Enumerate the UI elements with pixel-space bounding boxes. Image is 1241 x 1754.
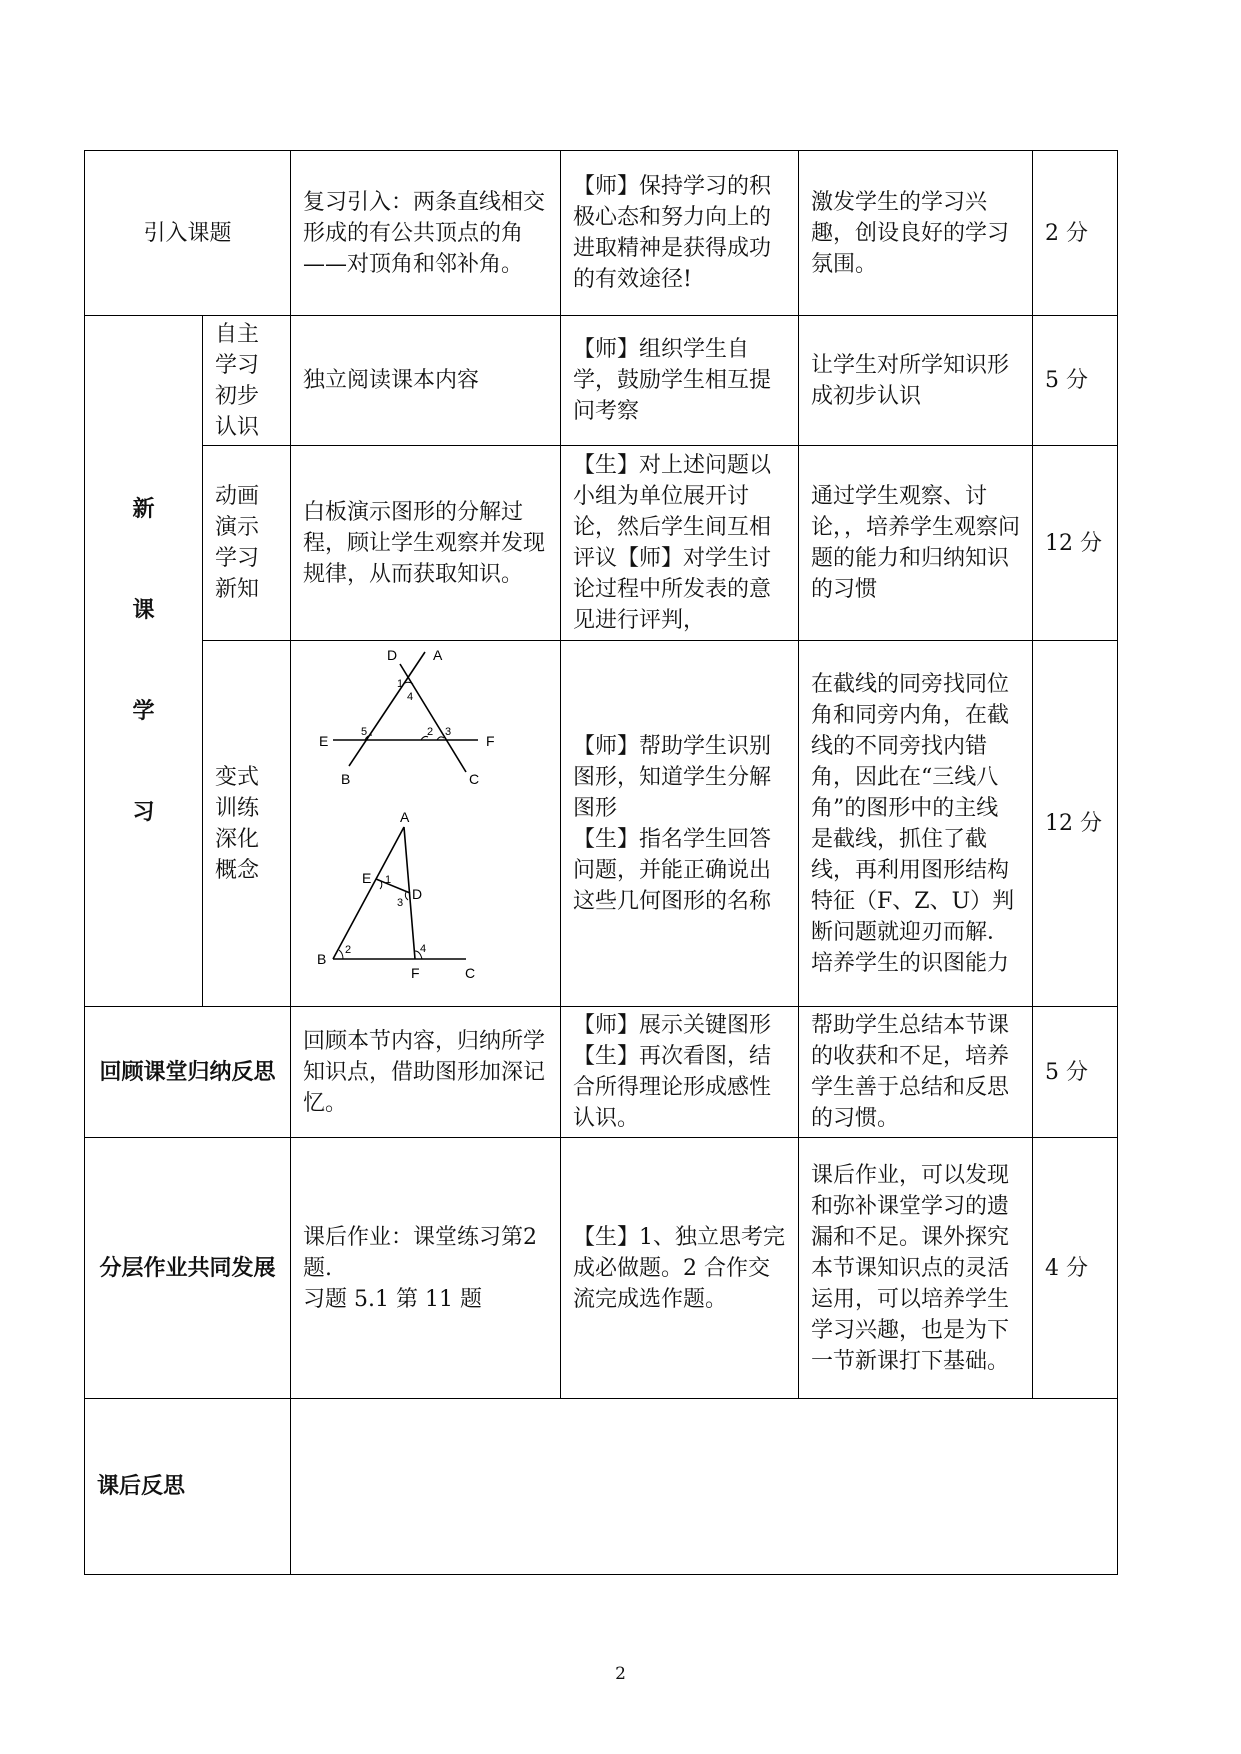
variant-activity xyxy=(561,641,799,1007)
fig1-point-a: A xyxy=(433,647,443,663)
self-study-time: 5 分 xyxy=(1033,316,1118,446)
homework-activity: 【生】1、独立思考完成必做题。2 合作交流完成选作题。 xyxy=(561,1138,799,1399)
variant-time: 12 分 xyxy=(1033,641,1118,1007)
fig1-point-c: C xyxy=(469,771,480,787)
section-char: 新 xyxy=(132,497,155,522)
new-lesson-section-label xyxy=(85,316,203,1007)
fig2-point-c: C xyxy=(465,965,476,981)
self-study-stage: 自主学习初步认识 xyxy=(203,316,291,446)
fig1-point-e: E xyxy=(319,733,329,749)
line-ab xyxy=(349,652,425,766)
review-activity: 【师】展示关键图形【生】再次看图，结合所得理论形成感性认识。 xyxy=(561,1007,799,1138)
page-number: 2 xyxy=(615,1664,626,1684)
review-stage: 回顾课堂归纳反思 xyxy=(85,1007,291,1138)
fig2-point-f: F xyxy=(411,965,420,981)
intro-stage: 引入课题 xyxy=(85,151,291,316)
homework-row xyxy=(85,1138,1118,1399)
variant-intent: 在截线的同旁找同位角和同旁内角，在截线的不同旁找内错角，因此在“三线八角”的图形中的主线是截线，抓住了截线，再利用图形结构特征（F、Z、U）判断问题就迎刃而解．培养学生的识图能力 xyxy=(799,641,1033,1007)
lesson-plan-table xyxy=(84,150,1118,1575)
section-char: 学 xyxy=(132,699,155,724)
fig1-angle-1: 1 xyxy=(397,678,404,690)
fig1-point-f: F xyxy=(486,733,495,749)
homework-time: 4 分 xyxy=(1033,1138,1118,1399)
fig2-point-b: B xyxy=(317,951,327,967)
review-time: 5 分 xyxy=(1033,1007,1118,1138)
fig1-angle-2: 2 xyxy=(427,726,434,738)
animation-content: 白板演示图形的分解过程，顾让学生观察并发现规律，从而获取知识。 xyxy=(291,446,561,641)
homework-content xyxy=(291,1138,561,1399)
homework-content-line-1: 课后作业：课堂练习第2 题. xyxy=(303,1224,538,1281)
self-study-intent: 让学生对所学知识形成初步认识 xyxy=(799,316,1033,446)
fig1-angle-4: 4 xyxy=(407,691,414,703)
intro-content: 复习引入：两条直线相交形成的有公共顶点的角——对顶角和邻补角。 xyxy=(291,151,561,316)
fig2-angle-3: 3 xyxy=(397,897,404,909)
review-content: 回顾本节内容，归纳所学知识点，借助图形加深记忆。 xyxy=(291,1007,561,1138)
fig1-angle-5: 5 xyxy=(361,726,368,738)
homework-intent: 课后作业，可以发现和弥补课堂学习的遗漏和不足。课外探究本节课知识点的灵活运用，可以培养学生学习兴趣，也是为下一节新课打下基础。 xyxy=(799,1138,1033,1399)
reflection-stage: 课后反思 xyxy=(85,1399,291,1575)
fig2-point-a: A xyxy=(400,809,410,825)
intro-time: 2 分 xyxy=(1033,151,1118,316)
homework-content-line-2: 习题 5.1 第 11 题 xyxy=(303,1286,482,1312)
line-dc xyxy=(400,664,466,772)
intro-intent: 激发学生的学习兴趣，创设良好的学习氛围。 xyxy=(799,151,1033,316)
fig1-angle-3: 3 xyxy=(445,726,452,738)
intro-activity: 【师】保持学习的积极心态和努力向上的进取精神是获得成功的有效途径! xyxy=(561,151,799,316)
fig2-point-d: D xyxy=(412,886,423,902)
fig2-angle-1: 1 xyxy=(385,874,392,886)
reflection-content[interactable] xyxy=(291,1399,1118,1575)
self-study-content: 独立阅读课本内容 xyxy=(291,316,561,446)
variant-stage: 变式训练深化概念 xyxy=(203,641,291,1007)
section-char: 课 xyxy=(132,598,155,623)
self-study-row xyxy=(85,316,1118,446)
fig1-point-d: D xyxy=(387,647,398,663)
animation-time: 12 分 xyxy=(1033,446,1118,641)
reflection-row xyxy=(85,1399,1118,1575)
variant-training-row xyxy=(85,641,1118,1007)
animation-row xyxy=(85,446,1118,641)
figure-2-lines xyxy=(333,827,466,959)
fig2-angle-4: 4 xyxy=(420,943,427,955)
self-study-activity: 【师】组织学生自学，鼓励学生相互提问考察 xyxy=(561,316,799,446)
review-intent: 帮助学生总结本节课的收获和不足，培养学生善于总结和反思的习惯。 xyxy=(799,1007,1033,1138)
homework-stage: 分层作业共同发展 xyxy=(85,1138,291,1399)
line-ab-2 xyxy=(333,827,404,959)
geometry-figures-svg xyxy=(303,641,571,997)
fig2-point-e: E xyxy=(362,870,372,886)
variant-activity-student: 【生】指名学生回答问题，并能正确说出这些几何图形的名称 xyxy=(573,826,772,914)
animation-intent: 通过学生观察、讨论，，培养学生观察问题的能力和归纳知识的习惯 xyxy=(799,446,1033,641)
animation-activity: 【生】对上述问题以小组为单位展开讨论，然后学生间互相评议【师】对学生讨论过程中所发表的意见进行评判， xyxy=(561,446,799,641)
section-char: 习 xyxy=(132,800,155,825)
fig1-point-b: B xyxy=(341,771,351,787)
geometry-figures xyxy=(291,641,561,1007)
intro-row xyxy=(85,151,1118,316)
figure-1-lines xyxy=(333,652,478,772)
fig2-angle-2: 2 xyxy=(345,944,352,956)
review-row xyxy=(85,1007,1118,1138)
animation-stage: 动画演示学习新知 xyxy=(203,446,291,641)
variant-activity-teacher: 【师】帮助学生识别图形，知道学生分解图形 xyxy=(573,733,772,821)
